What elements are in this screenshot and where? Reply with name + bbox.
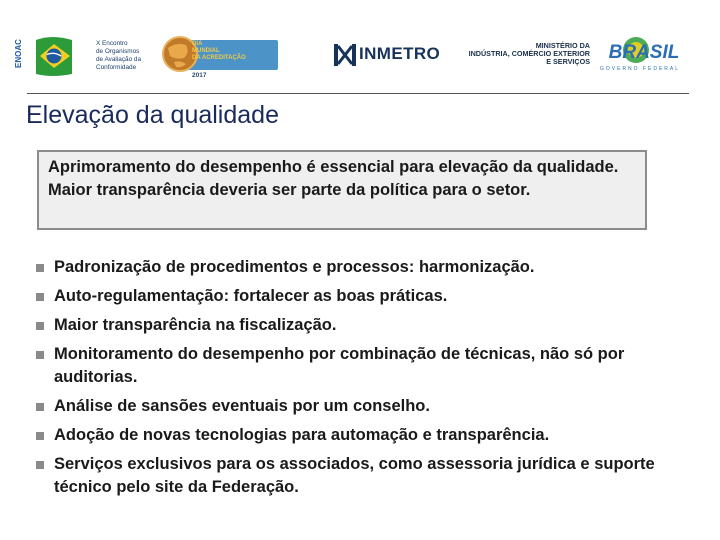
inmetro-logo [333,40,451,70]
square-bullet-icon [36,293,44,301]
brazil-flag-icon [32,34,104,78]
square-bullet-icon [36,322,44,330]
list-item [36,314,686,337]
brasil-tagline: GOVERNO FEDERAL [600,66,681,72]
ministerio-logo [456,42,590,66]
enoac-line: de Organismos [96,48,140,55]
ministerio-line: MINISTÉRIO DA [535,41,590,50]
list-item-text: Análise de sansões eventuais por um conselho. [54,397,430,415]
slide-title: Elevação da qualidade [26,101,279,129]
list-item-text: Padronização de procedimentos e processos: harmonização. [54,258,535,276]
list-item [36,424,686,447]
dia-text [192,41,276,63]
callout-box [37,150,647,230]
inmetro-mark-icon [333,42,357,68]
dia-line: MUNDIAL [192,48,220,55]
dia-year: 2017 [192,72,207,79]
square-bullet-icon [36,432,44,440]
enoac-line: X Encontro [96,40,128,47]
list-item-text: Monitoramento do desempenho por combinação de técnicas, não só por auditorias. [54,345,625,386]
ministerio-line: INDÚSTRIA, COMÉRCIO EXTERIOR [468,49,590,58]
brasil-label: BRASIL [608,42,680,63]
header [0,0,720,94]
list-item [36,395,686,418]
dia-mundial-logo [160,28,278,80]
brasil-logo-icon [596,34,692,66]
enoac-logo [14,28,166,80]
square-bullet-icon [36,403,44,411]
list-item [36,453,686,499]
dia-line: DA ACREDITAÇÃO [192,55,246,62]
list-item-text: Adoção de novas tecnologias para automação e transparência. [54,426,550,444]
inmetro-label: INMETRO [359,44,441,63]
bullet-list [36,256,686,505]
enoac-text [96,40,166,72]
list-item-text: Maior transparência na fiscalização. [54,316,337,334]
square-bullet-icon [36,264,44,272]
list-item [36,256,686,279]
header-divider [27,93,689,94]
dia-line: DIA [192,41,203,47]
callout-text: Aprimoramento do desempenho é essencial para elevação da qualidade. Maior transparência deveria ser parte da política para o setor. [48,158,619,199]
list-item-text: Serviços exclusivos para os associados, como assessoria jurídica e suporte técnico pelo site da Federação. [54,455,655,496]
square-bullet-icon [36,461,44,469]
enoac-line: Conformidade [96,64,137,71]
ministerio-line: E SERVIÇOS [546,57,590,66]
enoac-vertical-label: ENOAC [14,39,23,69]
enoac-line: de Avaliação da [96,56,142,63]
square-bullet-icon [36,351,44,359]
list-item [36,343,686,389]
list-item [36,285,686,308]
list-item-text: Auto-regulamentação: fortalecer as boas práticas. [54,287,448,305]
brasil-logo [596,34,692,76]
